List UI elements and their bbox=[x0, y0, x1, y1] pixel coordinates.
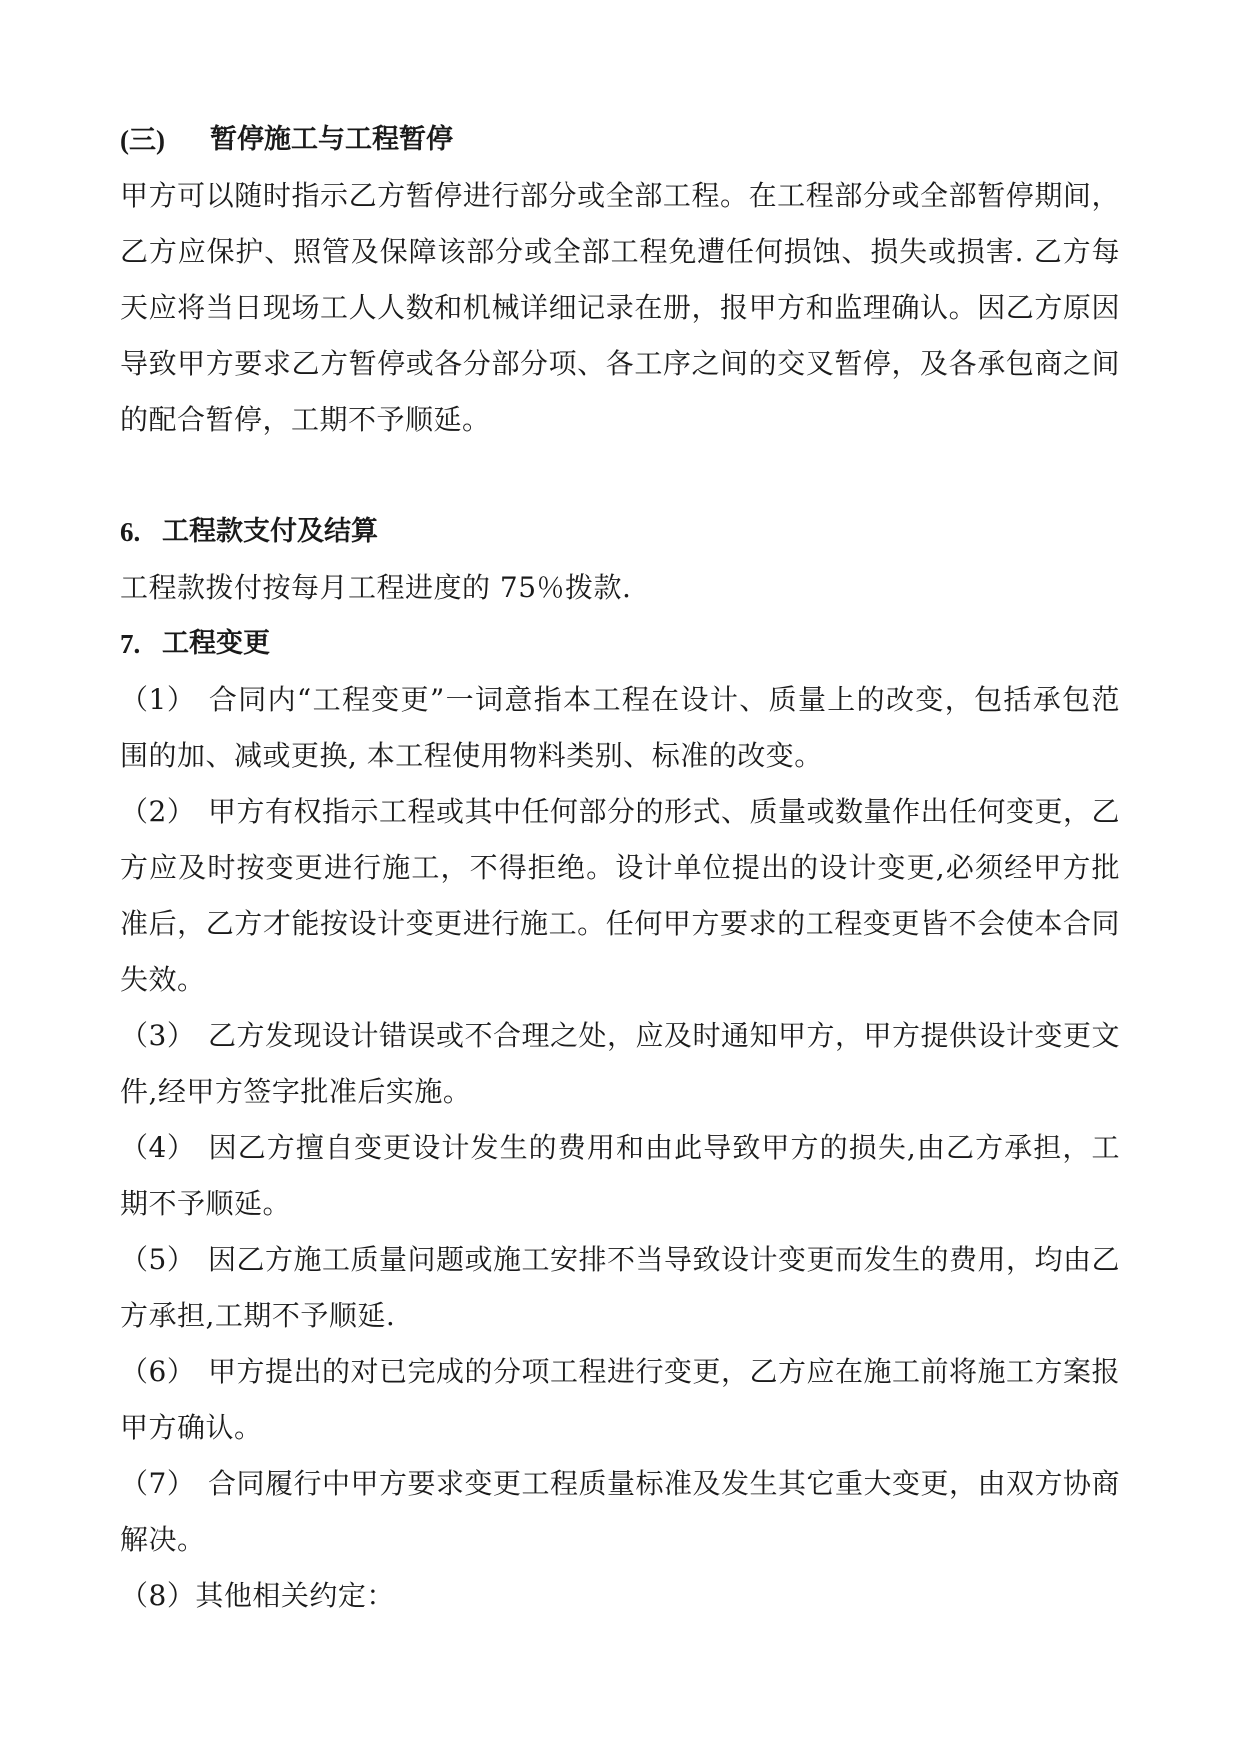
clause-number: （5） bbox=[120, 1243, 196, 1276]
clause-number: （4） bbox=[120, 1131, 196, 1164]
clause-text: 因乙方擅自变更设计发生的费用和由此导致甲方的损失,由乙方承担，工期不予顺延。 bbox=[120, 1131, 1120, 1220]
section-heading-variation bbox=[120, 616, 1120, 672]
clause-item bbox=[120, 1008, 1120, 1120]
clause-item bbox=[120, 784, 1120, 1008]
section-spacer bbox=[120, 448, 1120, 504]
clause-item bbox=[120, 1344, 1120, 1456]
section-number: 7. bbox=[120, 629, 141, 659]
section-heading-suspension bbox=[120, 112, 1120, 168]
clause-number: （1） bbox=[120, 683, 196, 716]
clause-number: （7） bbox=[120, 1467, 196, 1500]
clause-text: 甲方提出的对已完成的分项工程进行变更，乙方应在施工前将施工方案报甲方确认。 bbox=[120, 1355, 1121, 1444]
clause-number: （8） bbox=[120, 1579, 196, 1612]
document-page bbox=[120, 112, 1120, 1624]
section-title: 暂停施工与工程暂停 bbox=[210, 124, 453, 155]
clause-item bbox=[120, 1120, 1120, 1232]
clause-text: 其他相关约定： bbox=[195, 1579, 395, 1612]
clause-number: （6） bbox=[120, 1355, 196, 1388]
clause-number: （2） bbox=[120, 795, 196, 828]
clause-item bbox=[120, 1456, 1120, 1568]
clause-item bbox=[120, 1568, 1120, 1624]
section-title: 工程款支付及结算 bbox=[162, 516, 378, 547]
clause-item bbox=[120, 1232, 1120, 1344]
clause-text: 因乙方施工质量问题或施工安排不当导致设计变更而发生的费用，均由乙方承担,工期不予顺延. bbox=[120, 1243, 1121, 1332]
clause-text: 合同履行中甲方要求变更工程质量标准及发生其它重大变更，由双方协商解决。 bbox=[120, 1467, 1121, 1556]
clause-text: 乙方发现设计错误或不合理之处，应及时通知甲方，甲方提供设计变更文件,经甲方签字批准后实施。 bbox=[120, 1019, 1121, 1108]
clause-text: 合同内“工程变更”一词意指本工程在设计、质量上的改变，包括承包范围的加、减或更换, 本工程使用物料类别、标准的改变。 bbox=[120, 683, 1120, 772]
section-heading-payment bbox=[120, 504, 1120, 560]
section-number: 6. bbox=[120, 517, 141, 547]
section-body-payment: 工程款拨付按每月工程进度的 75％拨款. bbox=[120, 571, 632, 604]
clause-number: （3） bbox=[120, 1019, 196, 1052]
section-body-suspension: 甲方可以随时指示乙方暂停进行部分或全部工程。在工程部分或全部暂停期间，乙方应保护、照管及保障该部分或全部工程免遭任何损蚀、损失或损害. 乙方每天应将当日现场工人人数和机械详细记录在册，报甲方和监理确认。因乙方原因导致甲方要求乙方暂停或各分部分项、各工序之间的交叉暂停，及各承包商之间的配合暂停，工期不予顺延。 bbox=[120, 179, 1120, 436]
section-title: 工程变更 bbox=[162, 628, 270, 659]
clause-text: 甲方有权指示工程或其中任何部分的形式、质量或数量作出任何变更，乙方应及时按变更进行施工，不得拒绝。设计单位提出的设计变更,必须经甲方批准后，乙方才能按设计变更进行施工。任何甲方要求的工程变更皆不会使本合同失效。 bbox=[120, 795, 1121, 996]
clause-item bbox=[120, 672, 1120, 784]
section-number: (三) bbox=[120, 125, 165, 155]
